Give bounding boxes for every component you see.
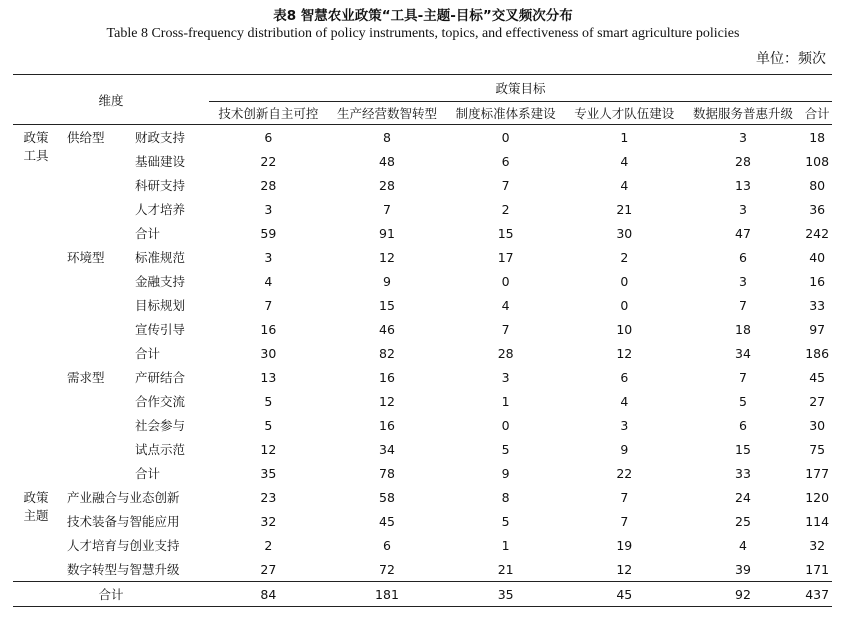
table-row [13, 365, 832, 389]
cell-value: 18 [809, 129, 826, 145]
cell-value: 2 [501, 201, 510, 217]
cell-value: 16 [260, 321, 277, 337]
cell-value: 17 [497, 249, 514, 265]
cell-value: 80 [809, 177, 826, 193]
cell-value: 16 [379, 369, 395, 385]
cell-value: 97 [809, 321, 826, 337]
cell-value: 24 [735, 489, 751, 505]
table-row [13, 389, 832, 413]
cell-value: 0 [620, 273, 629, 289]
row-label: 合计 [13, 582, 209, 607]
grand-total-row [13, 582, 832, 607]
row-label: 技术装备与智能应用 [67, 514, 180, 529]
cell-value: 39 [735, 561, 751, 577]
row-label: 人才培育与创业支持 [67, 538, 180, 553]
cell-value: 23 [260, 489, 277, 505]
cell-value: 171 [805, 561, 830, 577]
cell-value: 15 [497, 225, 514, 241]
table-row [13, 437, 832, 461]
cell-value: 242 [805, 225, 830, 241]
table-row [13, 533, 832, 557]
row-label: 产业融合与业态创新 [67, 490, 180, 505]
cell-value: 5 [501, 441, 510, 457]
table-row [13, 245, 832, 269]
row-label: 数字转型与智慧升级 [67, 562, 180, 577]
table-row [13, 317, 832, 341]
table-row [13, 557, 832, 582]
cell-value: 82 [379, 345, 395, 361]
cell-value: 4 [501, 297, 510, 313]
cell-value: 27 [260, 561, 277, 577]
cell-value: 4 [620, 153, 629, 169]
cell-value: 84 [209, 582, 328, 607]
cell-value: 48 [379, 153, 395, 169]
category-label: 需求型 [67, 370, 105, 385]
category-label: 环境型 [67, 250, 105, 265]
cell-value: 12 [260, 441, 277, 457]
cell-value: 9 [620, 441, 629, 457]
cell-value: 22 [260, 153, 277, 169]
cell-value: 78 [379, 465, 395, 481]
cell-value: 47 [735, 225, 751, 241]
cell-value: 5 [738, 393, 747, 409]
table-row [13, 173, 832, 197]
row-label: 产研结合 [135, 370, 186, 385]
cell-value: 28 [260, 177, 277, 193]
cell-value: 9 [383, 273, 391, 289]
row-label: 试点示范 [135, 442, 186, 457]
cell-value: 1 [501, 537, 510, 553]
row-label: 合作交流 [135, 394, 186, 409]
cell-value: 437 [802, 582, 832, 607]
row-label: 财政支持 [135, 130, 186, 145]
row-label: 宣传引导 [135, 322, 186, 337]
group-label-tool: 政策 工具 [23, 130, 49, 163]
cell-value: 27 [809, 393, 826, 409]
column-header: 专业人才队伍建设 [565, 102, 684, 125]
cell-value: 6 [620, 369, 629, 385]
cell-value: 7 [620, 513, 629, 529]
group-label-topic: 政策 主题 [23, 490, 49, 523]
cell-value: 7 [738, 369, 747, 385]
cell-value: 12 [616, 561, 633, 577]
cell-value: 6 [383, 537, 391, 553]
table-row [13, 149, 832, 173]
cell-value: 7 [383, 201, 391, 217]
row-label: 科研支持 [135, 178, 186, 193]
cell-value: 7 [620, 489, 629, 505]
cell-value: 0 [501, 129, 510, 145]
cell-value: 3 [501, 369, 510, 385]
cell-value: 45 [809, 369, 826, 385]
cell-value: 34 [735, 345, 751, 361]
cell-value: 12 [379, 249, 395, 265]
cell-value: 13 [260, 369, 277, 385]
row-label: 社会参与 [135, 418, 186, 433]
cell-value: 6 [738, 249, 747, 265]
cell-value: 9 [501, 465, 510, 481]
row-label: 金融支持 [135, 274, 186, 289]
column-header: 数据服务普惠升级 [684, 102, 803, 125]
cell-value: 3 [738, 273, 747, 289]
cell-value: 6 [264, 129, 273, 145]
cell-value: 34 [379, 441, 395, 457]
cell-value: 7 [264, 297, 273, 313]
row-label: 合计 [135, 466, 161, 481]
cell-value: 1 [620, 129, 629, 145]
cell-value: 21 [497, 561, 514, 577]
cell-value: 36 [809, 201, 826, 217]
cell-value: 1 [501, 393, 510, 409]
cell-value: 32 [260, 513, 277, 529]
table-title-english: Table 8 Cross-frequency distribution of policy instruments, topics, and effectiveness of smart agriculture policies [106, 26, 740, 41]
cell-value: 21 [616, 201, 633, 217]
cell-value: 13 [735, 177, 751, 193]
table-title-chinese: 表8 智慧农业政策“工具-主题-目标”交叉频次分布 [273, 8, 573, 24]
table-row [13, 269, 832, 293]
cell-value: 35 [260, 465, 277, 481]
cell-value: 32 [809, 537, 826, 553]
cell-value: 45 [379, 513, 395, 529]
cell-value: 3 [264, 201, 273, 217]
row-label: 标准规范 [135, 250, 186, 265]
cell-value: 5 [501, 513, 510, 529]
cell-value: 7 [501, 321, 510, 337]
cell-value: 10 [616, 321, 633, 337]
cell-value: 6 [501, 153, 510, 169]
cell-value: 16 [809, 273, 826, 289]
cell-value: 30 [260, 345, 277, 361]
cell-value: 72 [379, 561, 395, 577]
row-label: 合计 [135, 346, 161, 361]
cell-value: 45 [565, 582, 684, 607]
column-header: 合计 [802, 102, 832, 125]
cell-value: 8 [383, 129, 391, 145]
row-label: 合计 [135, 226, 161, 241]
cell-value: 3 [738, 129, 747, 145]
cell-value: 28 [379, 177, 395, 193]
table-row [13, 197, 832, 221]
cell-value: 3 [620, 417, 629, 433]
table-row [13, 125, 832, 150]
cell-value: 33 [735, 465, 751, 481]
cell-value: 59 [260, 225, 277, 241]
cell-value: 18 [735, 321, 751, 337]
table-row [13, 485, 832, 509]
cell-value: 108 [805, 153, 830, 169]
row-label: 人才培养 [135, 202, 186, 217]
cell-value: 28 [497, 345, 514, 361]
cell-value: 30 [809, 417, 826, 433]
cross-frequency-table [13, 74, 832, 607]
cell-value: 46 [379, 321, 395, 337]
cell-value: 92 [684, 582, 803, 607]
cell-value: 6 [738, 417, 747, 433]
column-header: 制度标准体系建设 [446, 102, 565, 125]
cell-value: 177 [805, 465, 830, 481]
cell-value: 0 [501, 273, 510, 289]
table-row [13, 221, 832, 245]
cell-value: 0 [620, 297, 629, 313]
cell-value: 15 [735, 441, 751, 457]
category-label: 供给型 [67, 130, 105, 145]
cell-value: 15 [379, 297, 395, 313]
cell-value: 35 [446, 582, 565, 607]
cell-value: 4 [620, 393, 629, 409]
cell-value: 186 [805, 345, 830, 361]
cell-value: 33 [809, 297, 826, 313]
table-row [13, 293, 832, 317]
column-header: 技术创新自主可控 [209, 102, 328, 125]
cell-value: 16 [379, 417, 395, 433]
cell-value: 181 [328, 582, 447, 607]
cell-value: 22 [616, 465, 633, 481]
table-row [13, 509, 832, 533]
cell-value: 25 [735, 513, 751, 529]
cell-value: 120 [805, 489, 830, 505]
dimension-header: 维度 [13, 75, 209, 125]
cell-value: 12 [379, 393, 395, 409]
cell-value: 4 [264, 273, 273, 289]
cell-value: 19 [616, 537, 633, 553]
cell-value: 5 [264, 417, 273, 433]
cell-value: 40 [809, 249, 826, 265]
cell-value: 2 [264, 537, 273, 553]
cell-value: 0 [501, 417, 510, 433]
row-label: 基础建设 [135, 154, 186, 169]
table-row [13, 341, 832, 365]
unit-label: 单位：频次 [756, 51, 826, 67]
cell-value: 75 [809, 441, 826, 457]
cell-value: 58 [379, 489, 395, 505]
cell-value: 28 [735, 153, 751, 169]
cell-value: 3 [264, 249, 273, 265]
cell-value: 7 [501, 177, 510, 193]
table-row [13, 461, 832, 485]
column-header: 生产经营数智转型 [328, 102, 447, 125]
cell-value: 8 [501, 489, 510, 505]
cell-value: 114 [805, 513, 830, 529]
cell-value: 4 [738, 537, 747, 553]
cell-value: 3 [738, 201, 747, 217]
cell-value: 12 [616, 345, 633, 361]
table-row [13, 413, 832, 437]
cell-value: 4 [620, 177, 629, 193]
cell-value: 30 [616, 225, 633, 241]
cell-value: 2 [620, 249, 629, 265]
goal-group-header: 政策目标 [209, 75, 832, 102]
row-label: 目标规划 [135, 298, 186, 313]
cell-value: 7 [738, 297, 747, 313]
cell-value: 91 [379, 225, 395, 241]
cell-value: 5 [264, 393, 273, 409]
